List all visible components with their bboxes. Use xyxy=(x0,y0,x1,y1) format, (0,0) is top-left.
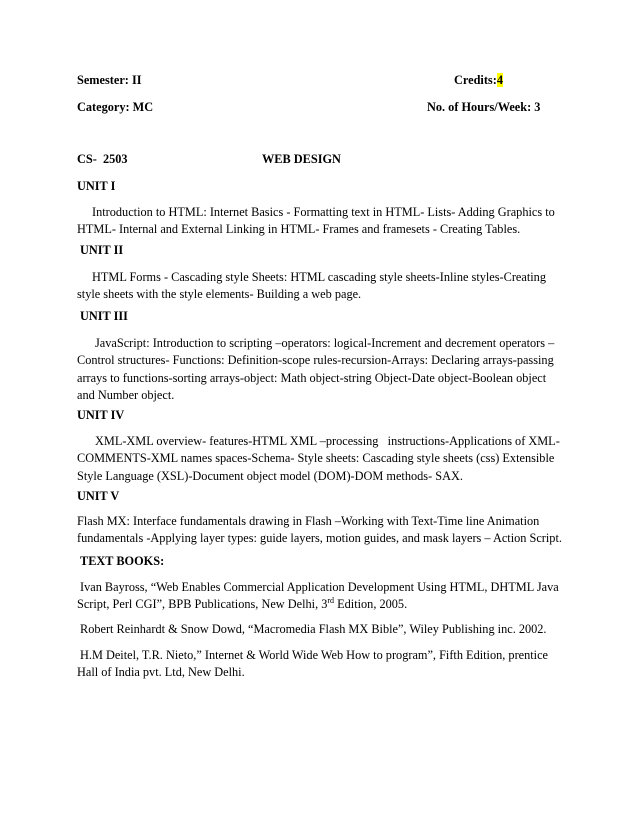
textbooks-heading: TEXT BOOKS: xyxy=(80,554,165,568)
credits xyxy=(454,73,503,88)
course-title: WEB DESIGN xyxy=(262,152,341,166)
unit-heading: UNIT IV xyxy=(77,408,125,422)
unit-heading: UNIT II xyxy=(80,243,124,257)
textbook-1: Ivan Bayross, “Web Enables Commercial Application Development Using HTML, DHTML Java Script, Perl CGI”, BPB Publications, New Delhi, 3rd Edition, 2005. xyxy=(77,580,559,612)
course-code: CS- 2503 xyxy=(77,152,128,166)
unit-body: XML-XML overview- features-HTML XML –processing instructions-Applications of XML-COMMENTS-XML names spaces-Schema- Style sheets: Cascading style sheets (css) Extensible Style Language (XSL)-Document object model (DOM)-DOM methods- SAX. xyxy=(77,434,560,483)
textbook-3: H.M Deitel, T.R. Nieto,” Internet & World Wide Web How to program”, Fifth Edition, prentice Hall of India pvt. Ltd, New Delhi. xyxy=(77,648,549,680)
unit-body: Introduction to HTML: Internet Basics - Formatting text in HTML- Lists- Adding Graphics to HTML- Internal and External Linking in HTML- Frames and framesets - Creating Tables. xyxy=(77,205,555,237)
category-label: Category: MC xyxy=(77,100,154,114)
textbook-2: Robert Reinhardt & Snow Dowd, “Macromedia Flash MX Bible”, Wiley Publishing inc. 2002. xyxy=(80,622,547,636)
unit-heading: UNIT III xyxy=(80,309,128,323)
hours-per-week: No. of Hours/Week: 3 xyxy=(427,100,541,114)
credits-value: 4 xyxy=(496,73,503,87)
unit-body: JavaScript: Introduction to scripting –operators: logical-Increment and decrement operators –Control structures- Functions: Definition-scope rules-recursion-Arrays: Declaring arrays-passing arrays to functions-sorting arrays-object: Math object-string Object-Date object-Boolean object and Number object. xyxy=(77,336,555,402)
unit-body: HTML Forms - Cascading style Sheets: HTML cascading style sheets-Inline styles-Creating style sheets with the style elements- Building a web page. xyxy=(77,270,546,302)
credits-label: Credits: xyxy=(454,73,497,87)
unit-body: Flash MX: Interface fundamentals drawing in Flash –Working with Text-Time line Animation fundamentals -Applying layer types: guide layers, motion guides, and mask layers – Action Script. xyxy=(77,514,562,546)
unit-heading: UNIT I xyxy=(77,179,116,193)
semester-label: Semester: II xyxy=(77,73,142,87)
unit-heading: UNIT V xyxy=(77,489,120,503)
